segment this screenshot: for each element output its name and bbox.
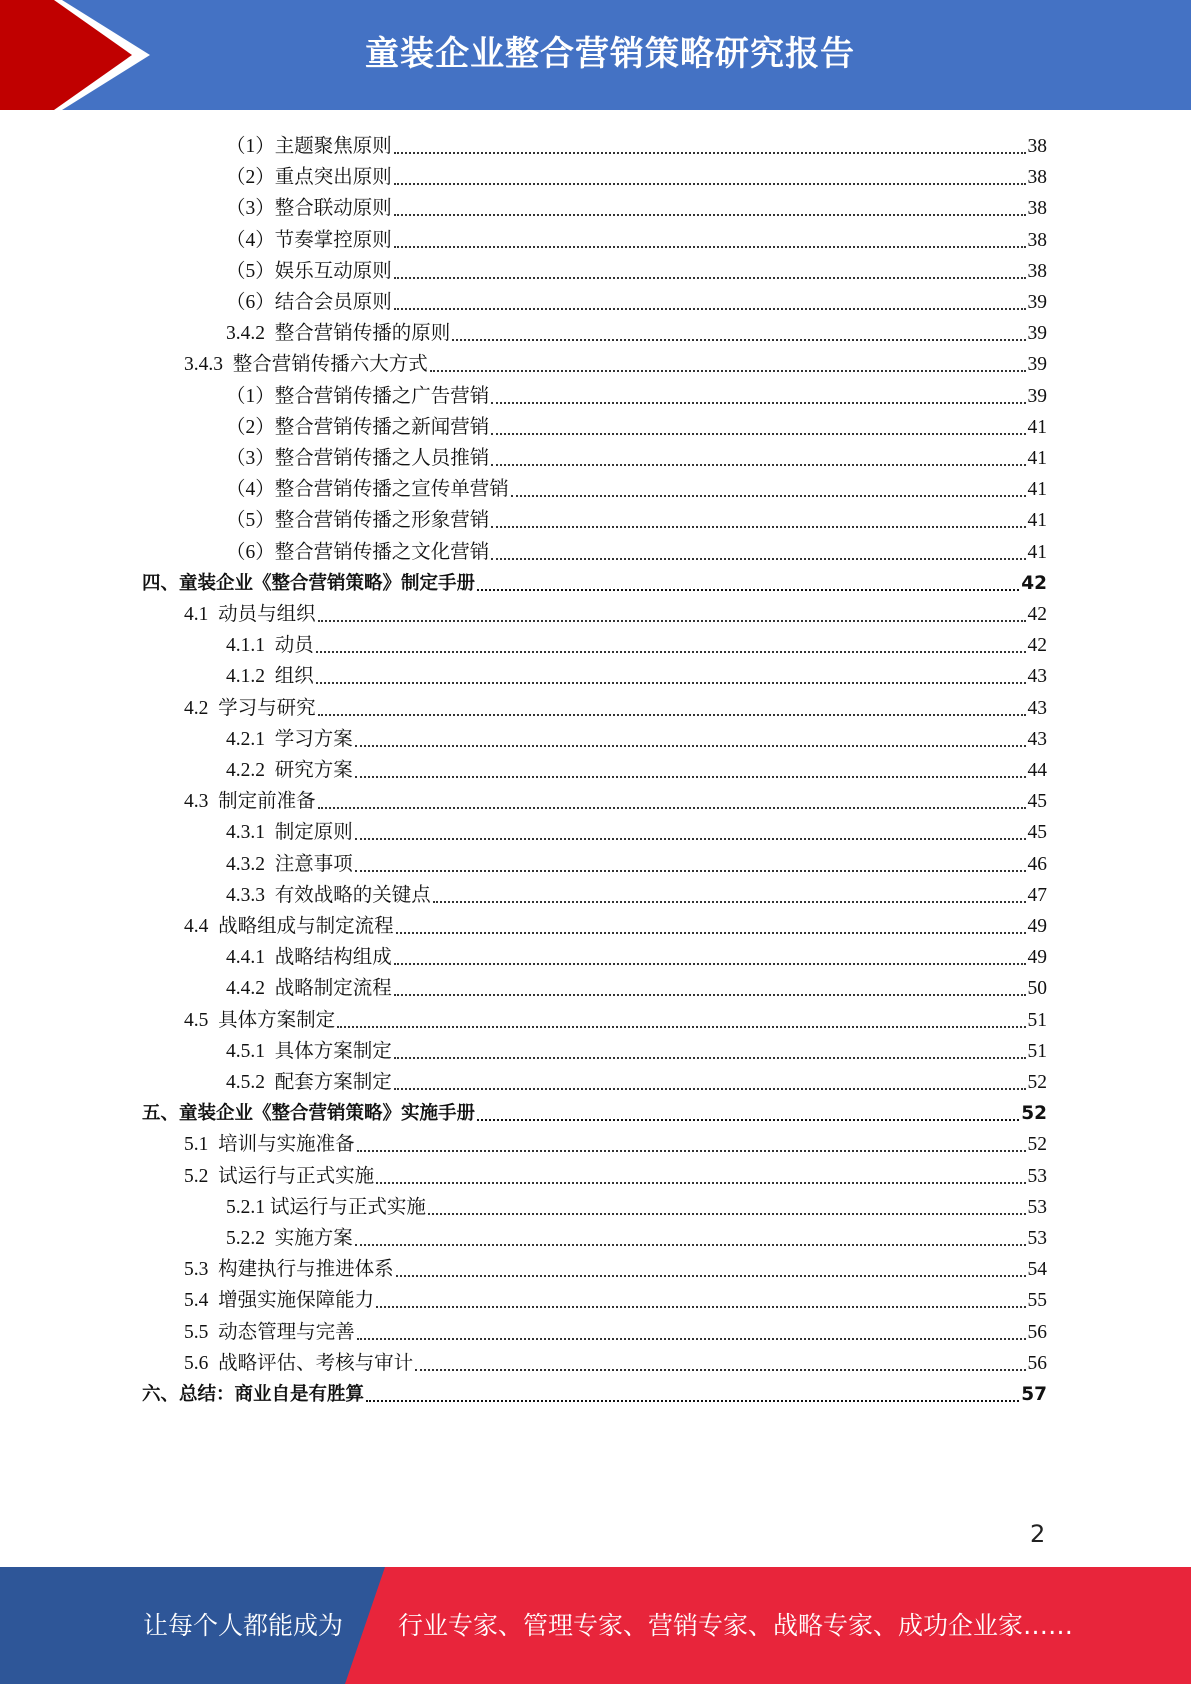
toc-dot-leader — [511, 495, 1026, 497]
toc-entry-label: 5.4 增强实施保障能力 — [184, 1290, 375, 1312]
toc-dot-leader — [491, 464, 1025, 466]
toc-chapter-entry[interactable] — [142, 1095, 1047, 1126]
toc-entry-page: 38 — [1027, 167, 1047, 189]
toc-entry[interactable] — [226, 502, 1047, 533]
toc-entry-page: 39 — [1027, 385, 1047, 407]
toc-chapter-entry[interactable] — [142, 565, 1047, 596]
toc-entry-label: 5.5 动态管理与完善 — [184, 1321, 355, 1343]
toc-entry-label: （4）节奏掌控原则 — [226, 229, 392, 251]
toc-entry[interactable] — [184, 783, 1047, 814]
toc-entry[interactable] — [226, 284, 1047, 315]
toc-entry[interactable] — [226, 190, 1047, 221]
toc-entry[interactable] — [226, 253, 1047, 284]
toc-entry[interactable] — [184, 1251, 1047, 1282]
toc-entry-page: 45 — [1027, 791, 1047, 813]
toc-entry-label: 3.4.2 整合营销传播的原则 — [226, 323, 451, 345]
toc-entry-page: 38 — [1027, 229, 1047, 251]
toc-entry-label: 4.1.2 组织 — [226, 666, 314, 688]
toc-entry-label: 4.2 学习与研究 — [184, 697, 316, 719]
toc-entry[interactable] — [184, 596, 1047, 627]
toc-entry-page: 56 — [1027, 1321, 1047, 1343]
toc-entry-label: 4.4 战略组成与制定流程 — [184, 916, 394, 937]
toc-dot-leader — [355, 838, 1026, 840]
toc-dot-leader — [415, 1369, 1025, 1371]
toc-entry[interactable] — [226, 846, 1047, 877]
toc-entry[interactable] — [226, 658, 1047, 689]
page-number: 2 — [1030, 1520, 1046, 1548]
toc-dot-leader — [394, 277, 1026, 279]
toc-entry-label: 4.5.1 具体方案制定 — [226, 1040, 392, 1062]
toc-entry[interactable] — [184, 346, 1047, 377]
toc-entry-label: 4.4.1 战略结构组成 — [226, 947, 392, 969]
toc-dot-leader — [394, 246, 1026, 248]
toc-dot-leader — [394, 308, 1026, 310]
toc-entry-label: （5）娱乐互动原则 — [226, 260, 392, 282]
toc-entry[interactable] — [226, 1064, 1047, 1095]
toc-entry-label: （1）主题聚焦原则 — [226, 136, 392, 157]
toc-entry-page: 53 — [1027, 1196, 1047, 1218]
toc-dot-leader — [357, 1338, 1026, 1340]
toc-dot-leader — [394, 152, 1026, 154]
toc-entry[interactable] — [184, 690, 1047, 721]
toc-entry-label: 4.2.2 研究方案 — [226, 760, 353, 781]
toc-entry[interactable] — [226, 814, 1047, 845]
toc-entry-page: 51 — [1027, 1009, 1047, 1031]
toc-entry-label: （2）整合营销传播之新闻营销 — [226, 416, 490, 438]
toc-entry-page: 38 — [1027, 260, 1047, 282]
toc-dot-leader — [357, 1150, 1026, 1152]
toc-dot-leader — [428, 1213, 1026, 1215]
toc-entry[interactable] — [226, 222, 1047, 253]
toc-dot-leader — [366, 1400, 1019, 1402]
toc-entry-page: 52 — [1021, 1103, 1047, 1125]
toc-dot-leader — [316, 682, 1026, 684]
toc-entry-page: 44 — [1027, 760, 1047, 781]
toc-entry[interactable] — [184, 1126, 1047, 1157]
footer-slogan-left: 让每个人都能成为 — [143, 1611, 344, 1640]
toc-dot-leader — [318, 620, 1026, 622]
toc-dot-leader — [355, 870, 1026, 872]
toc-entry-page: 46 — [1027, 853, 1047, 875]
toc-entry-label: 4.3.2 注意事项 — [226, 853, 353, 875]
toc-entry-label: 五、童装企业《整合营销策略》实施手册 — [142, 1103, 476, 1125]
toc-dot-leader — [430, 370, 1026, 372]
toc-dot-leader — [491, 402, 1025, 404]
toc-entry-label: 4.2.1 学习方案 — [226, 728, 353, 750]
toc-entry-page: 45 — [1027, 822, 1047, 844]
toc-dot-leader — [316, 651, 1026, 653]
toc-entry-page: 52 — [1027, 1072, 1047, 1093]
toc-dot-leader — [394, 1057, 1026, 1059]
toc-entry-label: （3）整合营销传播之人员推销 — [226, 448, 490, 469]
toc-entry-page: 51 — [1027, 1040, 1047, 1062]
toc-entry-page: 53 — [1027, 1228, 1047, 1249]
toc-entry[interactable] — [226, 315, 1047, 346]
toc-dot-leader — [491, 558, 1025, 560]
toc-dot-leader — [376, 1306, 1025, 1308]
toc-entry-label: 4.3.1 制定原则 — [226, 822, 353, 844]
report-title: 童装企业整合营销策略研究报告 — [365, 34, 855, 74]
toc-entry-label: 4.5 具体方案制定 — [184, 1009, 336, 1031]
toc-entry[interactable] — [184, 1345, 1047, 1376]
toc-entry-label: （3）整合联动原则 — [226, 198, 392, 220]
toc-entry[interactable] — [226, 627, 1047, 658]
toc-entry-label: 5.6 战略评估、考核与审计 — [184, 1352, 414, 1374]
toc-dot-leader — [452, 339, 1025, 341]
toc-entry-label: 4.5.2 配套方案制定 — [226, 1072, 392, 1093]
toc-entry[interactable] — [226, 534, 1047, 565]
toc-entry[interactable] — [184, 1158, 1047, 1189]
toc-entry-label: 六、总结：商业自是有胜算 — [142, 1384, 365, 1405]
toc-entry[interactable] — [226, 1189, 1047, 1220]
toc-entry-label: 5.2 试运行与正式实施 — [184, 1165, 375, 1187]
toc-entry-page: 53 — [1027, 1165, 1047, 1187]
toc-dot-leader — [394, 994, 1026, 996]
toc-dot-leader — [376, 1182, 1025, 1184]
toc-entry-page: 56 — [1027, 1352, 1047, 1374]
toc-entry-page: 43 — [1027, 697, 1047, 719]
toc-entry-page: 39 — [1027, 323, 1047, 345]
toc-entry[interactable] — [226, 752, 1047, 783]
toc-dot-leader — [355, 776, 1026, 778]
toc-entry-page: 57 — [1021, 1384, 1047, 1405]
toc-chapter-entry[interactable] — [142, 1376, 1047, 1407]
toc-entry[interactable] — [226, 471, 1047, 502]
toc-entry[interactable] — [226, 409, 1047, 440]
toc-entry-page: 41 — [1027, 416, 1047, 438]
footer-slogan-right: 行业专家、管理专家、营销专家、战略专家、成功企业家…… — [398, 1611, 1074, 1640]
toc-entry-page: 41 — [1027, 448, 1047, 469]
toc-entry-label: 4.1.1 动员 — [226, 635, 314, 657]
toc-entry-label: 4.3 制定前准备 — [184, 791, 316, 813]
toc-entry[interactable] — [226, 128, 1047, 159]
toc-dot-leader — [355, 1244, 1026, 1246]
toc-dot-leader — [355, 745, 1026, 747]
toc-dot-leader — [337, 1026, 1025, 1028]
toc-entry-page: 38 — [1027, 136, 1047, 157]
toc-entry[interactable] — [226, 939, 1047, 970]
toc-dot-leader — [491, 526, 1025, 528]
toc-entry-label: 4.4.2 战略制定流程 — [226, 978, 392, 1000]
toc-dot-leader — [318, 807, 1026, 809]
toc-entry-page: 52 — [1027, 1134, 1047, 1156]
toc-entry[interactable] — [226, 440, 1047, 471]
toc-entry-page: 39 — [1027, 354, 1047, 376]
toc-dot-leader — [491, 433, 1025, 435]
toc-entry[interactable] — [226, 877, 1047, 908]
toc-dot-leader — [396, 932, 1026, 934]
toc-entry-page: 42 — [1027, 604, 1047, 625]
toc-entry[interactable] — [226, 1220, 1047, 1251]
toc-dot-leader — [394, 183, 1026, 185]
toc-entry-page: 55 — [1027, 1290, 1047, 1312]
toc-entry-page: 41 — [1027, 479, 1047, 501]
toc-entry-page: 42 — [1021, 572, 1047, 594]
toc-entry[interactable] — [184, 1002, 1047, 1033]
toc-entry-page: 54 — [1027, 1259, 1047, 1281]
toc-entry-page: 38 — [1027, 198, 1047, 220]
toc-entry-page: 49 — [1027, 947, 1047, 969]
toc-dot-leader — [477, 1119, 1019, 1121]
toc-entry-page: 41 — [1027, 541, 1047, 563]
toc-entry[interactable] — [226, 1033, 1047, 1064]
toc-entry-label: （4）整合营销传播之宣传单营销 — [226, 479, 509, 501]
toc-entry-page: 43 — [1027, 728, 1047, 750]
toc-entry-label: （1）整合营销传播之广告营销 — [226, 385, 490, 407]
toc-entry-label: （6）结合会员原则 — [226, 292, 392, 313]
toc-entry-page: 49 — [1027, 916, 1047, 937]
toc-entry-page: 50 — [1027, 978, 1047, 1000]
toc-entry[interactable] — [226, 159, 1047, 190]
toc-dot-leader — [318, 714, 1026, 716]
toc-dot-leader — [477, 589, 1019, 591]
toc-entry-label: 四、童装企业《整合营销策略》制定手册 — [142, 572, 476, 594]
page-header — [0, 0, 1191, 110]
toc-entry-label: 5.2.2 实施方案 — [226, 1228, 353, 1249]
toc-entry[interactable] — [184, 908, 1047, 939]
toc-entry-page: 47 — [1027, 884, 1047, 906]
toc-entry-page: 41 — [1027, 510, 1047, 532]
toc-entry-label: （6）整合营销传播之文化营销 — [226, 541, 490, 563]
toc-entry[interactable] — [226, 378, 1047, 409]
toc-entry[interactable] — [226, 721, 1047, 752]
toc-entry[interactable] — [184, 1314, 1047, 1345]
toc-entry[interactable] — [226, 970, 1047, 1001]
toc-entry[interactable] — [184, 1282, 1047, 1313]
toc-dot-leader — [394, 1088, 1026, 1090]
toc-entry-label: 5.3 构建执行与推进体系 — [184, 1259, 394, 1281]
toc-entry-label: 4.3.3 有效战略的关键点 — [226, 884, 431, 906]
toc-entry-label: 5.1 培训与实施准备 — [184, 1134, 355, 1156]
toc-entry-page: 43 — [1027, 666, 1047, 688]
toc-dot-leader — [396, 1275, 1026, 1277]
toc-entry-page: 42 — [1027, 635, 1047, 657]
toc-dot-leader — [433, 901, 1026, 903]
toc-entry-label: （2）重点突出原则 — [226, 167, 392, 189]
toc-entry-label: 3.4.3 整合营销传播六大方式 — [184, 354, 428, 376]
toc-entry-label: （5）整合营销传播之形象营销 — [226, 510, 490, 532]
toc-entry-label: 5.2.1 试运行与正式实施 — [226, 1196, 426, 1218]
toc-entry-page: 39 — [1027, 292, 1047, 313]
toc-entry-label: 4.1 动员与组织 — [184, 604, 316, 625]
page-footer — [0, 1567, 1191, 1684]
toc-dot-leader — [394, 963, 1026, 965]
toc-dot-leader — [394, 214, 1026, 216]
